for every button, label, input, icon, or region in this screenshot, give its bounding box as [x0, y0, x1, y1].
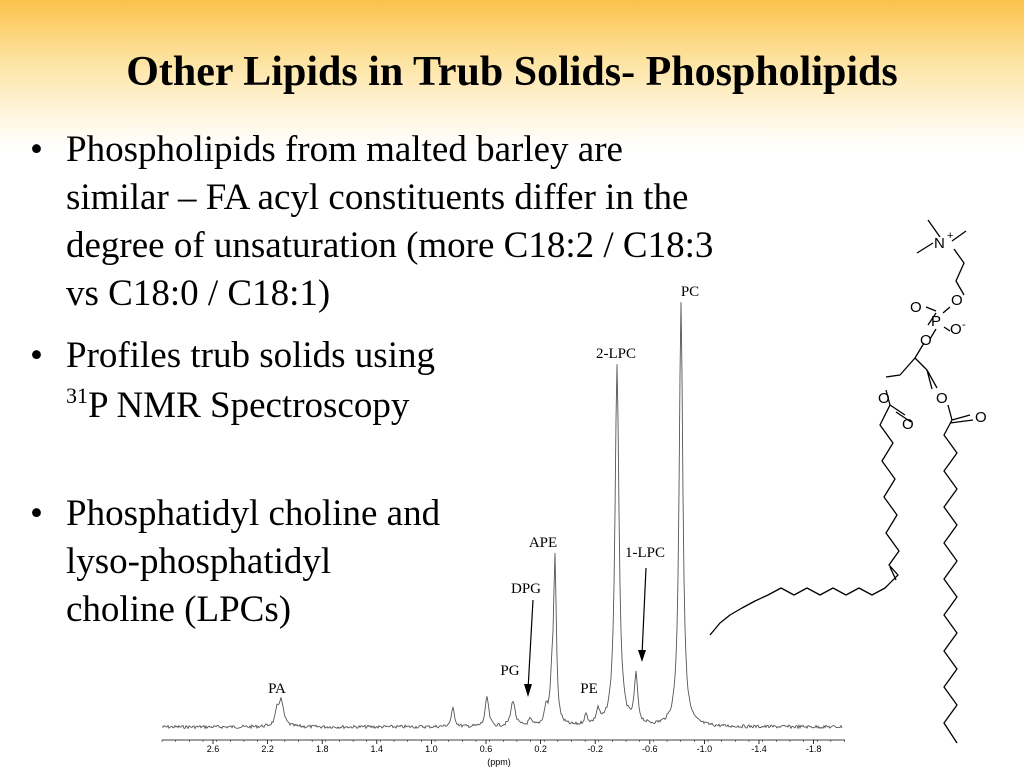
bullet-1-line-4: vs C18:0 / C18:1) [66, 273, 331, 314]
isotope-superscript: 31 [66, 383, 88, 408]
axis-unit-label: (ppm) [487, 757, 511, 767]
bullet-2-line-1: Profiles trub solids using [66, 335, 435, 376]
bullet-3-line-2: lyso-phosphatidyl [66, 541, 332, 582]
peak-label-ape: APE [528, 535, 558, 551]
axis-tick-label: 2.6 [206, 744, 220, 754]
axis-tick-label: -1.0 [696, 744, 713, 754]
axis-tick-label: 1.8 [315, 744, 329, 754]
slide-title: Other Lipids in Trub Solids- Phospholipids [126, 49, 898, 95]
arrow-1-lpc [642, 568, 646, 655]
peak-label-pc: PC [680, 284, 700, 300]
oxygen-atom-6: O [936, 390, 948, 407]
peak-label-2-lpc: 2-LPC [595, 346, 637, 362]
peak-label-pa: PA [268, 681, 286, 697]
oxygen-charge: - [962, 319, 966, 331]
arrow-1-lpc-head [638, 650, 646, 662]
axis-tick-label: -0.6 [642, 744, 658, 754]
axis-tick-label: -1.8 [805, 744, 822, 754]
bullet-marker: • [30, 129, 43, 170]
oxygen-atom-4: O [920, 332, 932, 349]
nitrogen-charge: + [947, 230, 954, 242]
bullet-1-line-2: similar – FA acyl constituents differ in the [66, 177, 689, 218]
axis-tick-label: -1.4 [751, 744, 767, 754]
arrow-dpg [528, 600, 533, 690]
oxygen-atom-5: O [878, 390, 890, 407]
oxygen-atom-7: O [902, 416, 914, 433]
bullet-2-line-2-text: P NMR Spectroscopy [88, 385, 410, 426]
bullet-marker: • [30, 493, 43, 534]
oxygen-atom-3: O [950, 321, 962, 338]
axis-tick-label: 1.4 [370, 744, 384, 754]
peak-label-pg: PG [500, 663, 520, 679]
axis-tick-label: 1.0 [425, 744, 438, 754]
axis-tick-label: 2.2 [261, 744, 274, 754]
bullet-1-line-3: degree of unsaturation (more C18:2 / C18:3 [66, 225, 714, 266]
arrow-dpg-head [524, 684, 532, 697]
axis-tick-label: 0.6 [479, 744, 493, 754]
bullet-marker: • [30, 335, 43, 376]
phosphorus-atom: P [931, 313, 942, 330]
phosphatidylcholine-structure [700, 215, 1024, 768]
oxygen-atom-8: O [975, 409, 987, 426]
peak-label-pe: PE [580, 681, 598, 697]
bullet-3-line-1: Phosphatidyl choline and [66, 493, 441, 534]
bullet-1-line-1: Phospholipids from malted barley are [66, 129, 623, 170]
peak-label-1-lpc: 1-LPC [624, 545, 666, 561]
nitrogen-atom: N [934, 235, 945, 252]
oxygen-atom-1: O [951, 292, 963, 309]
axis-tick-label: -0.2 [587, 744, 603, 754]
peak-label-dpg: DPG [510, 581, 542, 597]
axis-tick-label: 0.2 [534, 744, 547, 754]
bullet-3-line-3: choline (LPCs) [66, 589, 292, 630]
oxygen-atom-2: O [910, 299, 922, 316]
